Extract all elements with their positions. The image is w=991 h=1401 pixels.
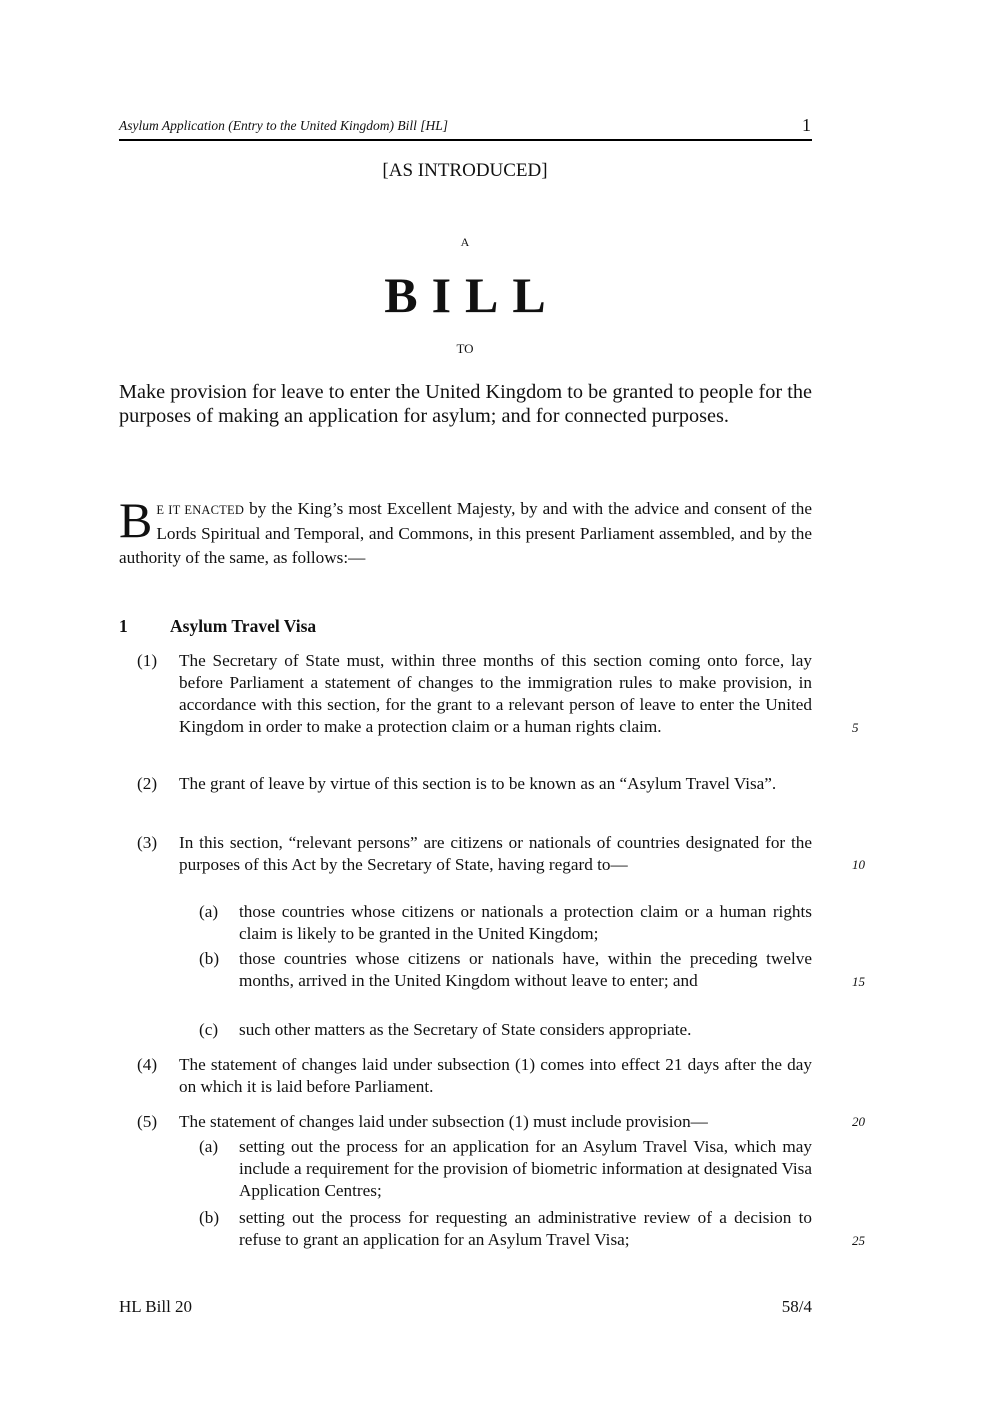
clause-heading — [119, 616, 316, 637]
clause-title: Asylum Travel Visa — [170, 616, 317, 636]
running-title: Asylum Application (Entry to the United Kingdom) Bill [HL] — [119, 118, 448, 133]
subsection-number: (1) — [137, 651, 158, 670]
paragraph-number: (a) — [199, 1137, 219, 1156]
enacting-formula — [119, 492, 812, 570]
footer-bill-ref: HL Bill 20 — [119, 1297, 193, 1316]
line-number: 10 — [852, 857, 865, 872]
title-a: A — [460, 235, 470, 249]
paragraph-text: such other matters as the Secretary of State considers appropriate. — [239, 1020, 692, 1039]
subsection-2 — [137, 773, 812, 795]
subsection-3 — [137, 832, 812, 876]
paragraph-5a — [199, 1136, 812, 1202]
line-number: 20 — [852, 1114, 865, 1129]
title-to: TO — [456, 341, 474, 356]
subsection-4 — [137, 1054, 812, 1098]
paragraph-3a — [199, 901, 812, 945]
bill-heading: BILL — [384, 267, 560, 323]
footer-print-ref: 58/4 — [781, 1297, 812, 1316]
paragraph-3c — [199, 1019, 812, 1041]
subsection-1 — [137, 650, 812, 738]
subsection-text: The statement of changes laid under subsection (1) comes into effect 21 days after the day on which it is laid before Parliament. — [179, 1055, 812, 1096]
subsection-number: (3) — [137, 833, 158, 852]
subsection-number: (4) — [137, 1055, 158, 1074]
line-number: 15 — [852, 974, 865, 989]
paragraph-number: (a) — [199, 902, 219, 921]
enacting-text: by the King’s most Excellent Majesty, by and with the advice and consent of the Lords Spiritual and Temporal, and Commons, in this present Parliament assembled, and by the authority of the same, as follows:— — [119, 499, 812, 567]
paragraph-text: those countries whose citizens or nationals a protection claim or a human rights claim is likely to be granted in the United Kingdom; — [239, 902, 812, 943]
line-number: 25 — [852, 1233, 865, 1248]
paragraph-5b — [199, 1207, 812, 1251]
bill-status: [AS INTRODUCED] — [382, 160, 548, 181]
line-number: 5 — [852, 720, 859, 735]
paragraph-number: (b) — [199, 1208, 220, 1227]
subsection-text: The statement of changes laid under subsection (1) must include provision— — [179, 1112, 708, 1131]
subsection-number: (5) — [137, 1112, 158, 1131]
paragraph-number: (c) — [199, 1020, 219, 1039]
subsection-number: (2) — [137, 774, 158, 793]
paragraph-text: those countries whose citizens or nationals have, within the preceding twelve months, arrived in the United Kingdom without leave to enter; and — [239, 949, 812, 990]
enacting-small-caps: E IT ENACTED — [156, 503, 245, 517]
drop-cap: B — [119, 492, 153, 548]
paragraph-number: (b) — [199, 949, 220, 968]
long-title: Make provision for leave to enter the United Kingdom to be granted to people for the purposes of making an application for asylum; and for connected purposes. — [119, 381, 812, 427]
subsection-text: The grant of leave by virtue of this section is to be known as an “Asylum Travel Visa”. — [179, 774, 777, 793]
paragraph-text: setting out the process for an application for an Asylum Travel Visa, which may include a requirement for the provision of biometric information at designated Visa Application Centres; — [239, 1137, 812, 1200]
paragraph-text: setting out the process for requesting an administrative review of a decision to refuse to grant an application for an Asylum Travel Visa; — [239, 1208, 812, 1249]
running-header — [119, 117, 812, 141]
subsection-text: In this section, “relevant persons” are citizens or nationals of countries designated for the purposes of this Act by the Secretary of State, having regard to— — [179, 833, 812, 874]
clause-number: 1 — [119, 616, 128, 636]
page-number: 1 — [802, 115, 811, 135]
paragraph-3b — [199, 948, 812, 992]
subsection-5 — [137, 1111, 812, 1133]
subsection-text: The Secretary of State must, within three months of this section coming onto force, lay before Parliament a statement of changes to the immigration rules to make provision, in accordance with this section, for the grant to a relevant person of leave to enter the United Kingdom in order to make a protection claim or a human rights claim. — [179, 651, 812, 736]
